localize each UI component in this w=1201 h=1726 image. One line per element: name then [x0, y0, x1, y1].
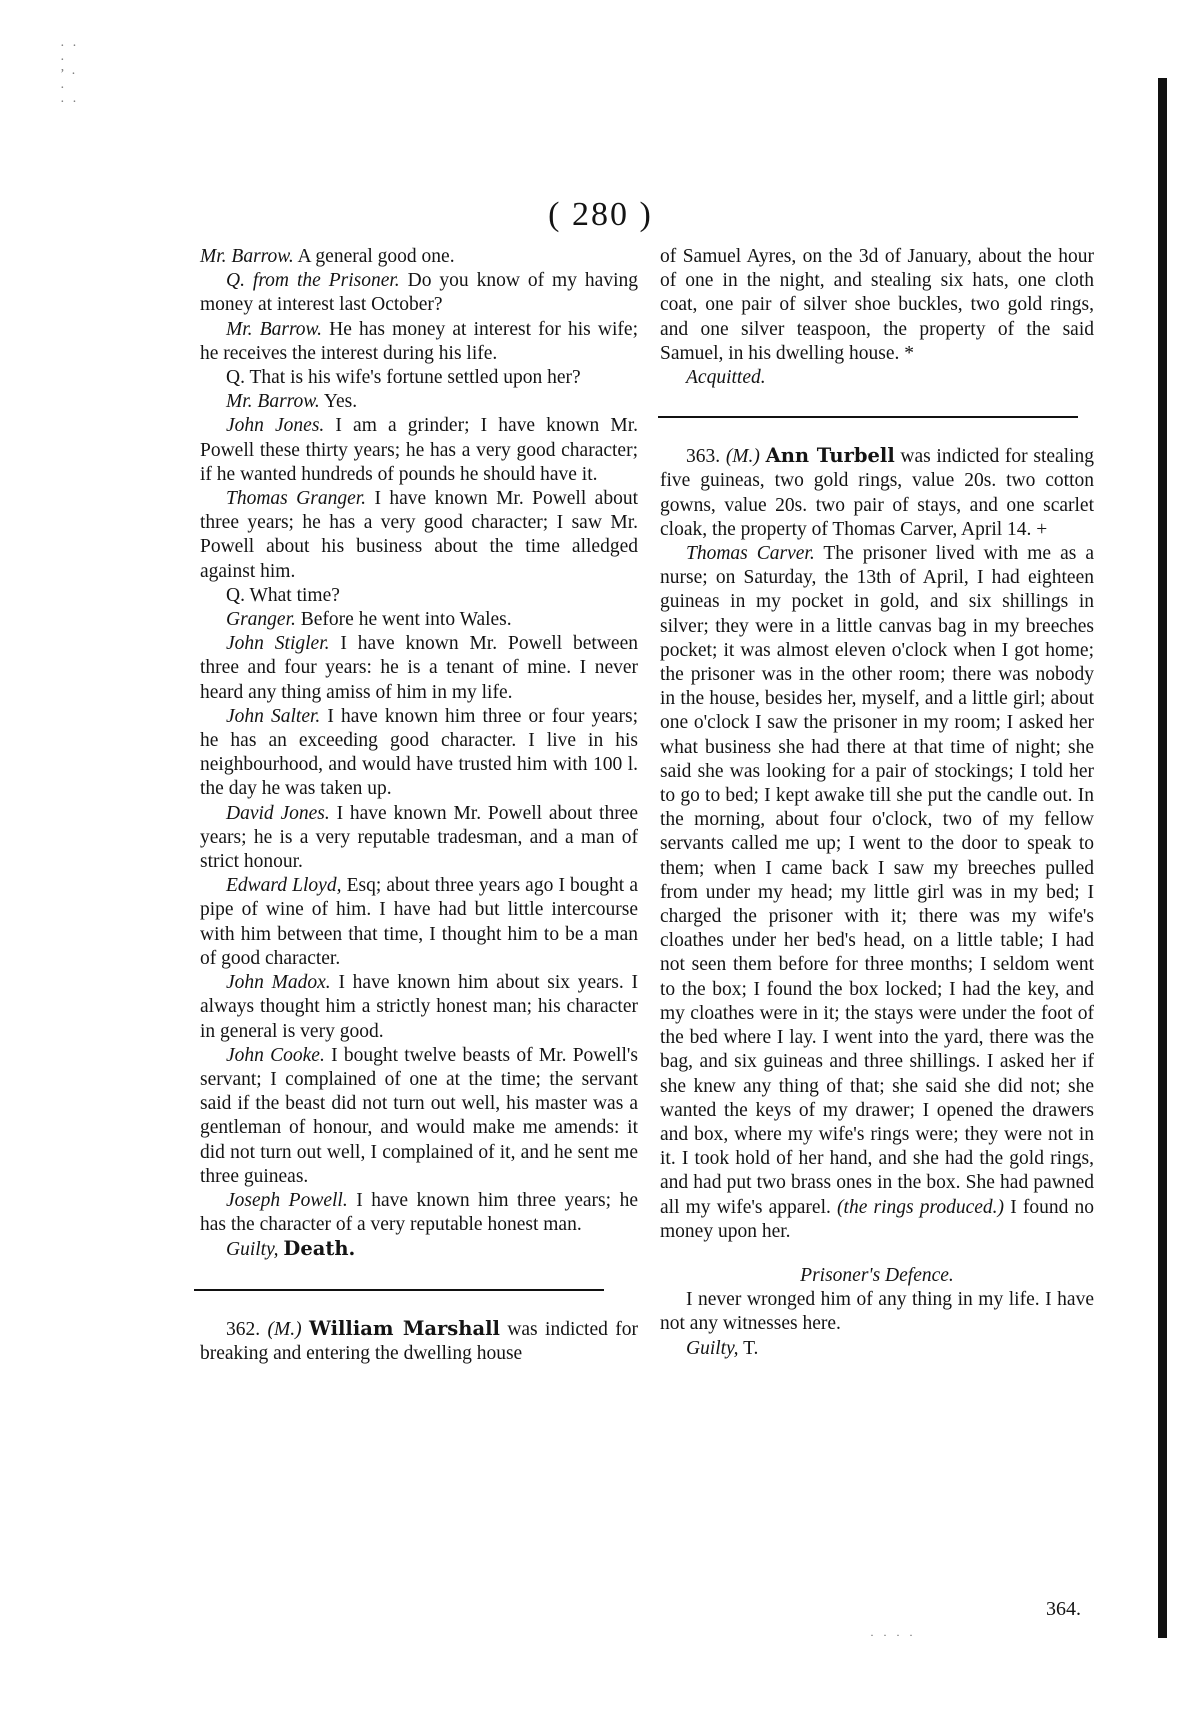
- testimony-text: I have known him about six years. I always thought him a strictly honest man; his character in general is very good.: [200, 972, 638, 1042]
- trial-number: 362.: [226, 1318, 261, 1340]
- section-rule: [658, 416, 1078, 418]
- speaker-name: John Stigler.: [226, 633, 330, 655]
- court-mark: (M.): [725, 446, 760, 468]
- indictment-text: was indicted for breaking and entering the dwelling house: [200, 1318, 638, 1364]
- testimony-text: Before he went into Wales.: [295, 609, 512, 631]
- editorial-note: (the rings produced.): [837, 1196, 1005, 1218]
- speaker-name: John Madox.: [226, 972, 331, 994]
- testimony-text: I have known him three years; he has the character of a very reputable honest man.: [200, 1189, 638, 1236]
- testimony-text: That is his wife's fortune settled upon her?: [244, 367, 581, 389]
- testimony-text: Do you know of my having money at interest last October?: [200, 270, 638, 316]
- testimony-text: I have known Mr. Powell about three years; he has a very good character; I saw Mr. Powell about his business about the time alledged against him.: [200, 488, 638, 582]
- speaker-name: John Salter.: [226, 705, 321, 727]
- margin-specks: · · · ’ · · · ·: [60, 39, 79, 110]
- left-column: [200, 245, 638, 1366]
- right-column: [660, 245, 1094, 1361]
- verdict-word: Acquitted.: [686, 367, 766, 389]
- speaker-name: John Cooke.: [226, 1044, 325, 1066]
- testimony-text: A general good one.: [293, 246, 455, 267]
- trial-363-heading: [660, 444, 1094, 542]
- speaker-name: Mr. Barrow.: [226, 318, 322, 340]
- verdict-line: [660, 1337, 1094, 1361]
- speaker-name: Mr. Barrow.: [200, 246, 294, 267]
- speaker-name: Thomas Carver.: [686, 543, 815, 565]
- section-rule: [194, 1289, 604, 1291]
- testimony-paragraph: [200, 971, 638, 1044]
- testimony-paragraph: [200, 269, 638, 317]
- testimony-paragraph: [200, 414, 638, 487]
- indictment-text: was indicted for stealing five guineas, two gold rings, value 20s. two cotton gowns, value 20s. two pair of stays, and one scarlet cloak, the property of Thomas Carver, April 14. +: [660, 446, 1095, 540]
- testimony-text: Esq; about three years ago I bought a pipe of wine of him. I have had but little intercourse with him between that time, I thought him to be a man of good character.: [200, 875, 639, 969]
- defendant-name: Ann Turbell: [765, 444, 895, 468]
- testimony-paragraph: [200, 632, 638, 705]
- verdict-line: [200, 1237, 638, 1262]
- verdict-word: Guilty,: [226, 1239, 279, 1261]
- indictment-continued: of Samuel Ayres, on the 3d of January, about the hour of one in the night, and stealing six hats, one cloth coat, one pair of silver shoe buckles, two gold rings, and one silver teaspoon, the property of the said Samuel, in his dwelling house. *: [660, 246, 1094, 364]
- binding-edge: [1158, 78, 1167, 1638]
- testimony-text: The prisoner lived with me as a nurse; on Saturday, the 13th of April, I had eighteen guineas in my pocket in gold, and six shillings in silver; they were in a little canvas bag in my breeches pocket; it was almost eleven o'clock when I got home; the prisoner was in the other room; there was nobody in the house, besides her, myself, and a little girl; about one o'clock I saw the prisoner in my room; I asked her what business she had there at that time of night; she said she was looking for a pair of stockings; I told her to go to bed; I kept awake till she put the candle out. In the morning, about four o'clock, two of my fellow servants called me up; I went to the door to speak to them; when I came back I saw my breeches pulled from under my head; my little girl was in my bed; I charged the prisoner with it; there was my wife's cloathes under her bed's head, on a little table; I had not seen them before for three months; I seldom went to the box; I found the box locked; I had the key, and my cloathes were in it; the stays were under the foot of the bed where I lay. I went into the yard, there was the bag, and six guineas and three shillings. I asked her if she knew any thing of that; she said she did not; she wanted the keys of my drawer; I opened the drawers and box, where my wife's rings were; they were not in it. I took hold of her hand, and she had the gold rings, and had put two brass ones in the box. She had pawned all my wife's apparel.: [660, 543, 1094, 1218]
- testimony-paragraph: [200, 802, 638, 875]
- page-number: ( 280 ): [548, 196, 653, 233]
- testimony-text: I found no money upon her.: [660, 1196, 1094, 1242]
- testimony-paragraph: [200, 608, 638, 632]
- testimony-paragraph: [200, 318, 638, 366]
- testimony-paragraph: [200, 1189, 638, 1237]
- court-mark: (M.): [267, 1318, 302, 1340]
- speaker-name: Granger.: [226, 609, 296, 631]
- testimony-text: He has money at interest for his wife; he receives the interest during his life.: [200, 318, 638, 364]
- testimony-text: I am a grinder; I have known Mr. Powell these thirty years; he has a very good character; if he wanted hundreds of pounds he should have it.: [200, 415, 639, 485]
- testimony-paragraph: [200, 366, 638, 390]
- defence-text: I never wronged him of any thing in my life. I have not any witnesses here.: [660, 1289, 1094, 1335]
- testimony-text: I have known him three or four years; he has an exceeding good character. I live in his neighbourhood, and would have trusted him with 100 l. the day he was taken up.: [200, 705, 639, 800]
- speaker-name: Thomas Granger.: [226, 488, 367, 510]
- testimony-paragraph: [200, 584, 638, 608]
- trial-362-heading: [200, 1317, 638, 1366]
- speaker-name: Q. from the Prisoner.: [226, 270, 400, 292]
- testimony-paragraph: [200, 245, 638, 269]
- speaker-name: John Jones.: [226, 415, 325, 437]
- verdict-line: [660, 366, 1094, 390]
- speaker-name: David Jones.: [226, 802, 330, 824]
- speaker-name: Mr. Barrow.: [226, 391, 320, 413]
- testimony-paragraph: [200, 705, 638, 802]
- verdict-sentence: T.: [743, 1337, 759, 1359]
- testimony-paragraph: [200, 390, 638, 414]
- defendant-name: William Marshall: [309, 1316, 500, 1340]
- testimony-text: I have known Mr. Powell between three and four years: he is a tenant of mine. I never heard any thing amiss of him in my life.: [200, 633, 638, 703]
- speaker-name: Q.: [226, 367, 245, 389]
- testimony-paragraph: [200, 874, 638, 971]
- trial-number: 363.: [686, 446, 721, 468]
- verdict-sentence: Death.: [283, 1237, 356, 1261]
- testimony-paragraph: [200, 1044, 638, 1189]
- testimony-text: I bought twelve beasts of Mr. Powell's servant; I complained of one at the time; the servant said if the beast did not turn out well, his master was a gentleman of honour, and would make me amends: it did not turn out well, I complained of it, and he sent me three guineas.: [200, 1044, 638, 1187]
- defence-heading: Prisoner's Defence.: [800, 1264, 954, 1286]
- speaker-name: Edward Lloyd,: [226, 875, 342, 897]
- testimony-paragraph: [660, 542, 1094, 1244]
- speaker-name: Q.: [226, 584, 245, 606]
- testimony-text: Yes.: [319, 391, 358, 413]
- testimony-paragraph: [200, 487, 638, 584]
- verdict-word: Guilty,: [686, 1337, 739, 1359]
- catchword: 364.: [1046, 1598, 1081, 1620]
- testimony-text: What time?: [244, 584, 340, 606]
- speaker-name: Joseph Powell.: [226, 1189, 348, 1211]
- print-smudge: · · · ·: [870, 1628, 916, 1642]
- testimony-text: I have known Mr. Powell about three years; he is a very reputable tradesman, and a man of strict honour.: [200, 802, 639, 873]
